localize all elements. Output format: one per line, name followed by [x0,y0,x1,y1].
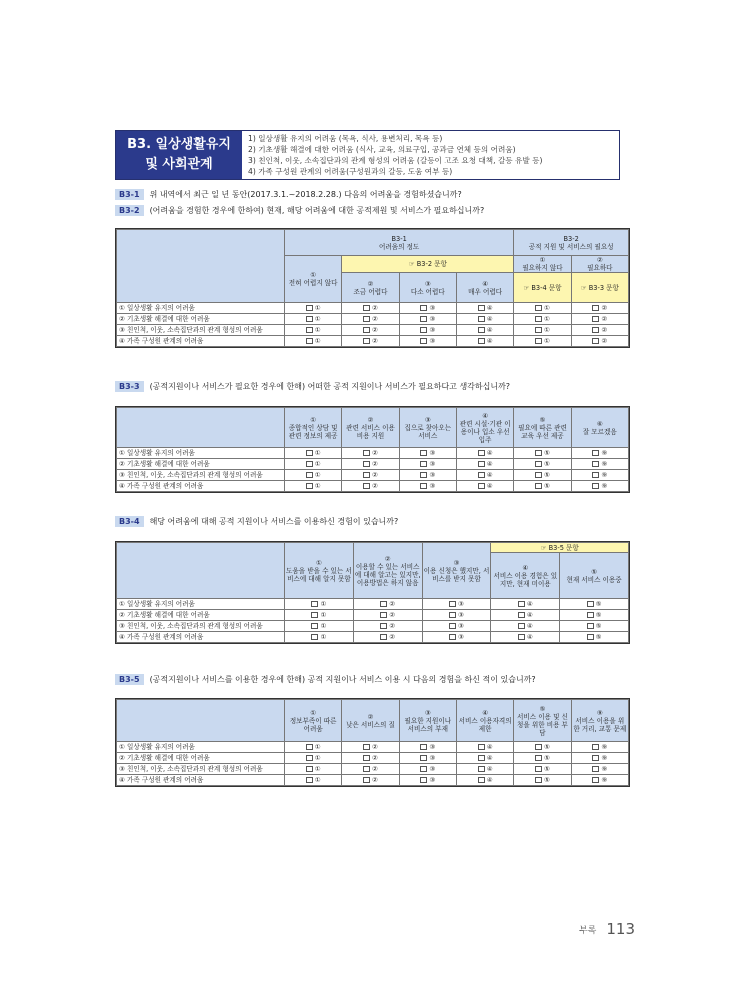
option-number: ④ [486,460,493,468]
answer-checkbox[interactable] [592,461,599,467]
answer-checkbox[interactable] [363,327,370,333]
answer-checkbox[interactable] [592,327,599,333]
col-header: ⑥ 잘 모르겠음 [571,408,628,448]
option-number: ① [314,449,321,457]
answer-checkbox[interactable] [306,483,313,489]
option-number: ⑤ [595,600,602,608]
option-number: ⑤ [544,471,550,479]
answer-checkbox[interactable] [587,634,594,640]
row-label: ① 일상생활 유지의 어려움 [117,303,285,314]
answer-checkbox[interactable] [306,338,313,344]
answer-checkbox[interactable] [363,338,370,344]
answer-checkbox[interactable] [478,316,485,322]
answer-checkbox[interactable] [478,483,485,489]
row-label: ③ 친인척, 이웃, 소속집단과의 관계 형성의 어려움 [117,621,285,632]
answer-checkbox[interactable] [420,305,427,311]
option-number: ⑨ [601,776,608,784]
answer-checkbox[interactable] [449,612,456,618]
table-row [117,764,629,775]
answer-checkbox[interactable] [587,601,594,607]
answer-checkbox[interactable] [306,777,313,783]
option-number: ④ [486,449,493,457]
option-number: ⑤ [544,460,550,468]
option-number: ① [320,622,327,630]
option-number: ① [314,315,321,323]
option-number: ④ [526,622,533,630]
row-label: ② 기초생활 해결에 대한 어려움 [117,459,285,470]
col-header: ⑨ 서비스 이용을 위한 거리, 교통 문제 [571,700,628,742]
question-b3-3: B3-3 (공적지원이나 서비스가 필요한 경우에 한해) 어떠한 공적 지원이나 서비스가 필요하다고 생각하십니까? [115,381,510,392]
option-number: ② [372,482,378,490]
option-number: ② [389,611,396,619]
col-header: ④ 매우 어렵다 [456,273,513,303]
answer-checkbox[interactable] [420,744,427,750]
answer-checkbox[interactable] [420,766,427,772]
group-difficulty: B3-1 어려움의 정도 [285,230,514,256]
option-number: ② [372,776,378,784]
option-number: ① [314,471,321,479]
table-row [117,610,629,621]
option-number: ① [544,337,550,345]
col-header: ③ 이용 신청은 했지만, 서비스를 받지 못함 [422,543,491,599]
answer-checkbox[interactable] [420,472,427,478]
answer-checkbox[interactable] [306,755,313,761]
answer-checkbox[interactable] [363,305,370,311]
option-number: ④ [486,776,493,784]
option-number: ① [314,304,321,312]
answer-checkbox[interactable] [306,450,313,456]
answer-checkbox[interactable] [535,766,542,772]
col-header: ③ 필요한 지원이나 서비스의 부재 [399,700,456,742]
option-number: ④ [486,315,493,323]
option-number: ② [601,304,608,312]
option-number: ④ [486,337,493,345]
answer-checkbox[interactable] [363,483,370,489]
answer-checkbox[interactable] [478,338,485,344]
option-number: ⑤ [544,754,550,762]
option-number: ① [314,765,321,773]
section-title: B3. 일상생활유지 및 사회관계 [116,131,242,179]
answer-checkbox[interactable] [535,461,542,467]
option-number: ③ [429,471,436,479]
option-number: ③ [429,776,436,784]
answer-checkbox[interactable] [363,755,370,761]
option-number: ⑤ [595,622,602,630]
option-number: ⑨ [601,460,608,468]
table-row [117,336,629,347]
answer-checkbox[interactable] [420,483,427,489]
option-number: ① [320,600,327,608]
section-header [115,130,620,180]
option-number: ③ [458,622,464,630]
jump-b3-3: ☞ B3-3 문항 [571,273,628,303]
answer-checkbox[interactable] [592,483,599,489]
option-number: ② [372,326,378,334]
answer-checkbox[interactable] [535,305,542,311]
answer-checkbox[interactable] [592,744,599,750]
answer-checkbox[interactable] [587,612,594,618]
option-number: ⑨ [601,471,608,479]
section-item: 4) 가족 구성원 관계의 어려움(구성원과의 갈등, 도움 여부 등) [248,167,453,176]
answer-checkbox[interactable] [592,338,599,344]
answer-checkbox[interactable] [592,755,599,761]
col-header: ④ 서비스 이용자격의 제한 [456,700,513,742]
row-label: ④ 가족 구성원 관계의 어려움 [117,775,285,786]
question-b3-4: B3-4 해당 어려움에 대해 공적 지원이나 서비스를 이용하신 경험이 있습니까? [115,516,398,527]
option-number: ⑤ [595,633,602,641]
row-label: ④ 가족 구성원 관계의 어려움 [117,336,285,347]
table-row [117,753,629,764]
option-number: ④ [526,611,533,619]
answer-checkbox[interactable] [478,450,485,456]
option-number: ⑨ [601,449,608,457]
option-number: ② [372,304,378,312]
option-number: ⑨ [601,743,608,751]
option-number: ① [314,326,321,334]
jump-banner: ☞ B3-2 문항 [342,256,514,273]
table-row [117,314,629,325]
row-label: ④ 가족 구성원 관계의 어려움 [117,632,285,643]
option-number: ② [372,449,378,457]
table-row [117,742,629,753]
option-number: ③ [458,600,464,608]
answer-checkbox[interactable] [363,777,370,783]
answer-checkbox[interactable] [449,601,456,607]
answer-checkbox[interactable] [478,305,485,311]
option-number: ① [314,754,321,762]
answer-checkbox[interactable] [478,327,485,333]
answer-checkbox[interactable] [535,338,542,344]
table-row [117,481,629,492]
col-header: ④ 서비스 이용 경험은 있지만, 현재 미이용 [491,553,560,599]
option-number: ② [372,315,378,323]
answer-checkbox[interactable] [592,316,599,322]
answer-checkbox[interactable] [592,777,599,783]
jump-b3-4: ☞ B3-4 문항 [514,273,571,303]
table-b3-3 [115,406,630,493]
col-header: ③ 다소 어렵다 [399,273,456,303]
option-number: ② [601,337,608,345]
option-number: ④ [486,743,493,751]
answer-checkbox[interactable] [363,472,370,478]
option-number: ③ [429,326,436,334]
option-number: ④ [486,765,493,773]
row-label: ② 기초생활 해결에 대한 어려움 [117,314,285,325]
col-header: ② 필요하다 [571,256,628,273]
answer-checkbox[interactable] [518,601,525,607]
answer-checkbox[interactable] [363,461,370,467]
col-header: ① 전혀 어렵지 않다 [285,256,342,303]
question-b3-1: B3-1 위 내역에서 최근 일 년 동안(2017.3.1.~2018.2.28.) 다음의 어려움을 경험하셨습니까? [115,189,462,200]
table-b3-5 [115,698,630,787]
answer-checkbox[interactable] [311,601,318,607]
table-row [117,470,629,481]
col-header: ② 낮은 서비스의 질 [342,700,399,742]
answer-checkbox[interactable] [363,766,370,772]
option-number: ② [389,622,396,630]
answer-checkbox[interactable] [587,623,594,629]
answer-checkbox[interactable] [535,316,542,322]
col-header: ① 필요하지 않다 [514,256,571,273]
answer-checkbox[interactable] [535,483,542,489]
answer-checkbox[interactable] [478,766,485,772]
answer-checkbox[interactable] [306,316,313,322]
option-number: ③ [429,315,436,323]
row-label: ③ 친인척, 이웃, 소속집단과의 관계 형성의 어려움 [117,470,285,481]
answer-checkbox[interactable] [311,634,318,640]
option-number: ④ [486,326,493,334]
answer-checkbox[interactable] [306,327,313,333]
option-number: ① [314,337,321,345]
row-label: ② 기초생활 해결에 대한 어려움 [117,753,285,764]
option-number: ① [544,304,550,312]
option-number: ② [389,633,396,641]
answer-checkbox[interactable] [380,612,387,618]
col-header: ① 정보부족이 따른 어려움 [285,700,342,742]
answer-checkbox[interactable] [380,634,387,640]
col-header: ② 관련 서비스 이용비용 지원 [342,408,399,448]
table-row [117,325,629,336]
answer-checkbox[interactable] [420,316,427,322]
table-b3-4 [115,541,630,644]
answer-checkbox[interactable] [420,755,427,761]
answer-checkbox[interactable] [420,461,427,467]
option-number: ① [314,776,321,784]
col-header: ① 도움을 받을 수 있는 서비스에 대해 알지 못함 [285,543,354,599]
answer-checkbox[interactable] [535,327,542,333]
table-row [117,459,629,470]
answer-checkbox[interactable] [420,777,427,783]
option-number: ② [372,460,378,468]
answer-checkbox[interactable] [535,744,542,750]
row-label: ① 일상생활 유지의 어려움 [117,448,285,459]
answer-checkbox[interactable] [518,623,525,629]
option-number: ⑤ [544,449,550,457]
page-footer [579,920,635,938]
table-row [117,599,629,610]
answer-checkbox[interactable] [306,472,313,478]
answer-checkbox[interactable] [535,472,542,478]
option-number: ③ [429,304,436,312]
table-b3-1 [115,228,630,348]
col-header: ① 종합적인 상담 및 관련 정보의 제공 [285,408,342,448]
section-items [242,131,619,179]
col-header: ③ 집으로 찾아오는 서비스 [399,408,456,448]
option-number: ② [372,743,378,751]
option-number: ① [314,460,321,468]
option-number: ② [601,326,608,334]
answer-checkbox[interactable] [311,612,318,618]
option-number: ④ [526,600,533,608]
row-label: ① 일상생활 유지의 어려움 [117,742,285,753]
option-number: ③ [458,611,464,619]
col-header: ② 조금 어렵다 [342,273,399,303]
answer-checkbox[interactable] [518,634,525,640]
option-number: ① [544,326,550,334]
answer-checkbox[interactable] [306,766,313,772]
option-number: ④ [486,482,493,490]
answer-checkbox[interactable] [306,461,313,467]
option-number: ② [372,754,378,762]
answer-checkbox[interactable] [478,461,485,467]
question-b3-5: B3-5 (공적지원이나 서비스를 이용한 경우에 한해) 공적 지원이나 서비스 이용 시 다음의 경험을 하신 적이 있습니까? [115,674,536,685]
answer-checkbox[interactable] [420,450,427,456]
option-number: ③ [429,337,436,345]
answer-checkbox[interactable] [306,305,313,311]
option-number: ② [372,337,378,345]
row-label: ③ 친인척, 이웃, 소속집단과의 관계 형성의 어려움 [117,764,285,775]
section-item: 2) 기초생활 해결에 대한 어려움 (식사, 교육, 의료구입, 공과금 연체 등의 어려움) [248,145,516,154]
section-item: 3) 친인척, 이웃, 소속집단과의 관계 형성의 어려움 (갈등이 고조 요청 대책, 갈등 유발 등) [248,156,543,165]
table-row [117,632,629,643]
answer-checkbox[interactable] [420,327,427,333]
option-number: ⑨ [601,754,608,762]
option-number: ③ [429,482,436,490]
option-number: ① [320,611,327,619]
option-number: ⑤ [544,776,550,784]
answer-checkbox[interactable] [380,623,387,629]
answer-checkbox[interactable] [478,744,485,750]
answer-checkbox[interactable] [478,472,485,478]
col-header: ⑤ 필요에 따른 관련 교육 우선 제공 [514,408,571,448]
row-label: ③ 친인척, 이웃, 소속집단과의 관계 형성의 어려움 [117,325,285,336]
option-number: ⑨ [601,765,608,773]
option-number: ① [314,482,321,490]
option-number: ③ [429,449,436,457]
answer-checkbox[interactable] [518,612,525,618]
col-header: ⑤ 서비스 이용 및 신청을 위한 비용 부담 [514,700,571,742]
row-label: ① 일상생활 유지의 어려움 [117,599,285,610]
answer-checkbox[interactable] [535,755,542,761]
answer-checkbox[interactable] [363,744,370,750]
table-row [117,621,629,632]
option-number: ② [601,315,608,323]
answer-checkbox[interactable] [592,450,599,456]
answer-checkbox[interactable] [592,766,599,772]
answer-checkbox[interactable] [592,472,599,478]
answer-checkbox[interactable] [449,634,456,640]
answer-checkbox[interactable] [363,450,370,456]
answer-checkbox[interactable] [420,338,427,344]
col-header: ④ 관련 시설·기관 이용이나 입소 우선 입주 [456,408,513,448]
group-need: B3-2 공적 지원 및 서비스의 필요성 [514,230,629,256]
option-number: ⑤ [544,765,550,773]
option-number: ⑨ [601,482,608,490]
answer-checkbox[interactable] [478,777,485,783]
col-header: ② 이용할 수 있는 서비스에 대해 알고는 있지만, 이용방법은 하지 않음 [353,543,422,599]
section-item: 1) 일상생활 유지의 어려움 (목욕, 식사, 용변처리, 목욕 등) [248,134,443,143]
answer-checkbox[interactable] [363,316,370,322]
col-header: ⑤ 현재 서비스 이용중 [560,553,629,599]
option-number: ② [389,600,396,608]
answer-checkbox[interactable] [380,601,387,607]
option-number: ④ [486,471,493,479]
option-number: ③ [429,460,436,468]
option-number: ③ [429,743,436,751]
option-number: ① [544,315,550,323]
row-label: ④ 가족 구성원 관계의 어려움 [117,481,285,492]
option-number: ③ [429,765,436,773]
question-b3-2: B3-2 (어려움을 경험한 경우에 한하여) 현재, 해당 어려움에 대한 공적제원 및 서비스가 필요하십니까? [115,205,484,216]
answer-checkbox[interactable] [306,744,313,750]
option-number: ⑤ [544,482,550,490]
option-number: ④ [486,754,493,762]
option-number: ② [372,471,378,479]
answer-checkbox[interactable] [311,623,318,629]
option-number: ④ [486,304,493,312]
answer-checkbox[interactable] [449,623,456,629]
option-number: ③ [429,754,436,762]
footer-label: 부록 [578,926,597,936]
option-number: ③ [458,633,464,641]
option-number: ⑤ [595,611,602,619]
option-number: ① [314,743,321,751]
answer-checkbox[interactable] [592,305,599,311]
option-number: ⑤ [544,743,550,751]
jump-b3-5: ☞ B3-5 문항 [491,543,629,553]
option-number: ② [372,765,378,773]
option-number: ④ [526,633,533,641]
answer-checkbox[interactable] [478,755,485,761]
row-label: ② 기초생활 해결에 대한 어려움 [117,610,285,621]
table-row [117,448,629,459]
table-row [117,775,629,786]
answer-checkbox[interactable] [535,450,542,456]
option-number: ① [320,633,327,641]
table-row [117,303,629,314]
answer-checkbox[interactable] [535,777,542,783]
page-number: 113 [606,920,635,938]
